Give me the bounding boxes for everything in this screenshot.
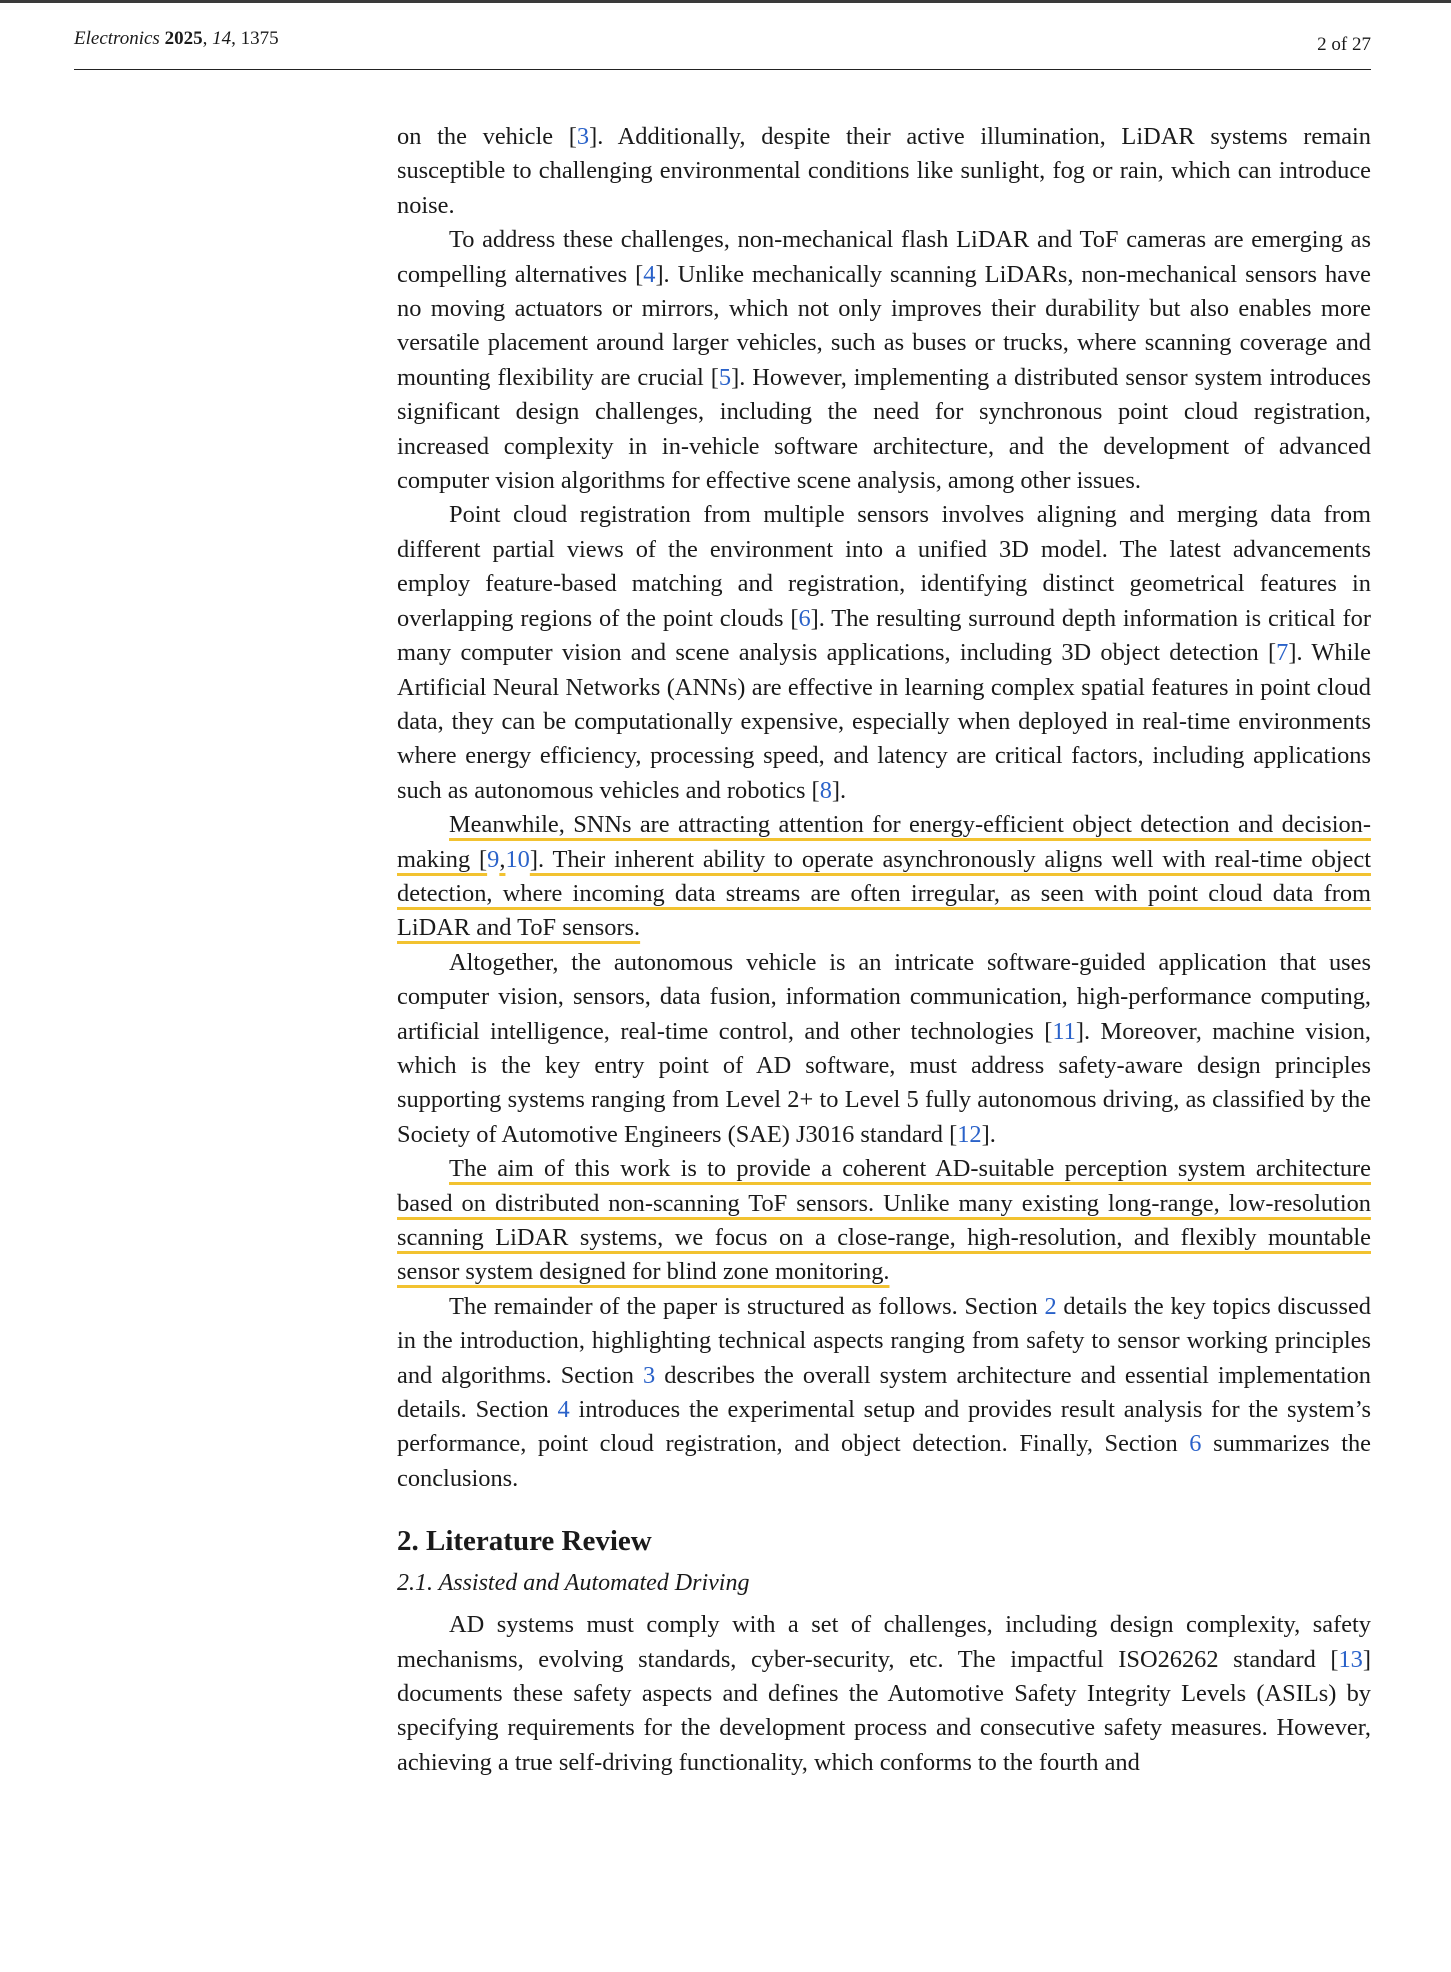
paragraph — [397, 1290, 1371, 1496]
text-run: ]. However, implementing a distributed sensor system introduces significant design challenges, including the need for synchronous point cloud registration, increased complexity in in-vehicle software architecture, and the development of advanced computer vision algorithms for effective scene analysis, among other issues. — [397, 363, 1371, 495]
text-run: ]. — [831, 776, 847, 804]
citation-link[interactable]: 6 — [798, 604, 811, 632]
citation-link[interactable]: 13 — [1338, 1645, 1363, 1673]
subsection-heading: 2.1. Assisted and Automated Driving — [397, 1570, 750, 1597]
page-number: 2 of 27 — [1317, 34, 1371, 55]
journal-year: 2025 — [164, 28, 203, 49]
text-run: AD systems must comply with a set of challenges, including design complexity, safety mechanisms, evolving standards, cyber-security, etc. The impactful ISO26262 standard [ — [397, 1611, 1371, 1673]
citation-link[interactable]: 10 — [505, 845, 530, 873]
page-body — [397, 120, 1371, 1780]
text-run: ]. Unlike mechanically scanning LiDARs, non-mechanical sensors have no moving actuators or mirrors, which not only improves their durability but also enables more versatile placement around larger vehicles, such as buses or trucks, where scanning coverage and mounting flexibility are crucial [ — [397, 260, 1371, 391]
text-run: Altogether, the autonomous vehicle is an intricate software-guided application that uses computer vision, sensors, data fusion, information communication, high-performance computing, artificial intelligence, real-time control, and other technologies [ — [397, 948, 1371, 1045]
article-number: 1375 — [240, 28, 279, 49]
citation-link[interactable]: 7 — [1276, 639, 1289, 667]
citation-link[interactable]: 6 — [1189, 1430, 1202, 1458]
text-run: on the vehicle [ — [397, 123, 577, 150]
text-run: To address these challenges, non-mechanical flash LiDAR and ToF cameras are emerging as compelling alternatives [ — [397, 226, 1371, 288]
citation-link[interactable]: 4 — [643, 260, 656, 288]
citation-link[interactable]: 8 — [819, 776, 832, 804]
highlighted-paragraph — [397, 1152, 1371, 1290]
text-run: ]. While Artificial Neural Networks (ANNs) are effective in learning complex spatial features in point cloud data, they can be computationally expensive, especially when deployed in real-time environments where energy efficiency, processing speed, and latency are critical factors, including applications such as autonomous vehicles and robotics [ — [397, 639, 1371, 804]
text-run: ]. — [981, 1120, 996, 1148]
text-run: The remainder of the paper is structured as follows. Section — [449, 1292, 1045, 1320]
highlighted-paragraph — [397, 808, 1371, 946]
top-border — [0, 0, 1451, 3]
text-run: Point cloud registration from multiple sensors involves aligning and merging data from different partial views of the environment into a unified 3D model. The latest advancements employ feature-based matching and registration, identifying distinct geometrical features in overlapping regions of the point clouds [ — [397, 501, 1371, 632]
text-run: details the key topics discussed in the introduction, highlighting technical aspects ranging from safety to sensor working principles and algorithms. Section — [397, 1292, 1371, 1389]
citation-link[interactable]: 5 — [718, 363, 732, 391]
text-run: introduces the experimental setup and provides result analysis for the system’s performance, point cloud registration, and object detection. Finally, Section — [397, 1396, 1371, 1458]
citation-link[interactable]: 4 — [557, 1396, 570, 1424]
text-run: describes the overall system architecture and essential implementation details. Section — [397, 1361, 1371, 1424]
text-run: Meanwhile, SNNs are attracting attention for energy-efficient object detection and decision-making [ — [397, 811, 1371, 873]
text-run: , — [499, 845, 506, 873]
running-header — [74, 26, 1371, 70]
header-rule — [74, 69, 1371, 70]
paragraph — [397, 1608, 1371, 1780]
text-run: ]. The resulting surround depth information is critical for many computer vision and scene analysis applications, including 3D object detection [ — [397, 604, 1371, 667]
journal-citation: Electronics 2025, 14, 1375 — [74, 28, 279, 49]
journal-name: Electronics — [74, 28, 160, 49]
citation-link[interactable]: 2 — [1044, 1292, 1057, 1320]
citation-link[interactable]: 3 — [576, 123, 590, 150]
paragraph — [397, 498, 1371, 808]
text-run: summarizes the conclusions. — [397, 1430, 1371, 1492]
text-run: ]. Their inherent ability to operate asynchronously aligns well with real-time object detection, where incoming data streams are often irregular, as seen with point cloud data from LiDAR and ToF sensors. — [397, 845, 1371, 942]
paragraph — [397, 120, 1371, 223]
citation-link[interactable]: 9 — [487, 845, 500, 873]
paragraph — [397, 223, 1371, 498]
citation-link[interactable]: 12 — [957, 1120, 982, 1148]
citation-link[interactable]: 3 — [642, 1361, 656, 1389]
text-run: The aim of this work is to provide a coherent AD-suitable perception system architecture based on distributed non-scanning ToF sensors. Unlike many existing long-range, low-resolution scanning LiDAR systems, we focus on a close-range, high-resolution, and flexibly mountable sensor system designed for blind zone monitoring. — [397, 1155, 1371, 1286]
text-run: ] documents these safety aspects and defines the Automotive Safety Integrity Levels (ASILs) by specifying requirements for the development process and consecutive safety measures. However, achieving a true self-driving functionality, which conforms to the fourth and — [397, 1645, 1371, 1776]
paragraph — [397, 946, 1371, 1152]
citation-link[interactable]: 11 — [1052, 1017, 1076, 1045]
text-run: ]. Additionally, despite their active illumination, LiDAR systems remain susceptible to challenging environmental conditions like sunlight, fog or rain, which can introduce noise. — [397, 123, 1371, 219]
section-heading: 2. Literature Review — [397, 1525, 652, 1558]
text-run: ]. Moreover, machine vision, which is the key entry point of AD software, must address safety-aware design principles supporting systems ranging from Level 2+ to Level 5 fully autonomous driving, as classified by the Society of Automotive Engineers (SAE) J3016 standard [ — [397, 1017, 1371, 1148]
journal-volume: 14 — [212, 28, 232, 49]
